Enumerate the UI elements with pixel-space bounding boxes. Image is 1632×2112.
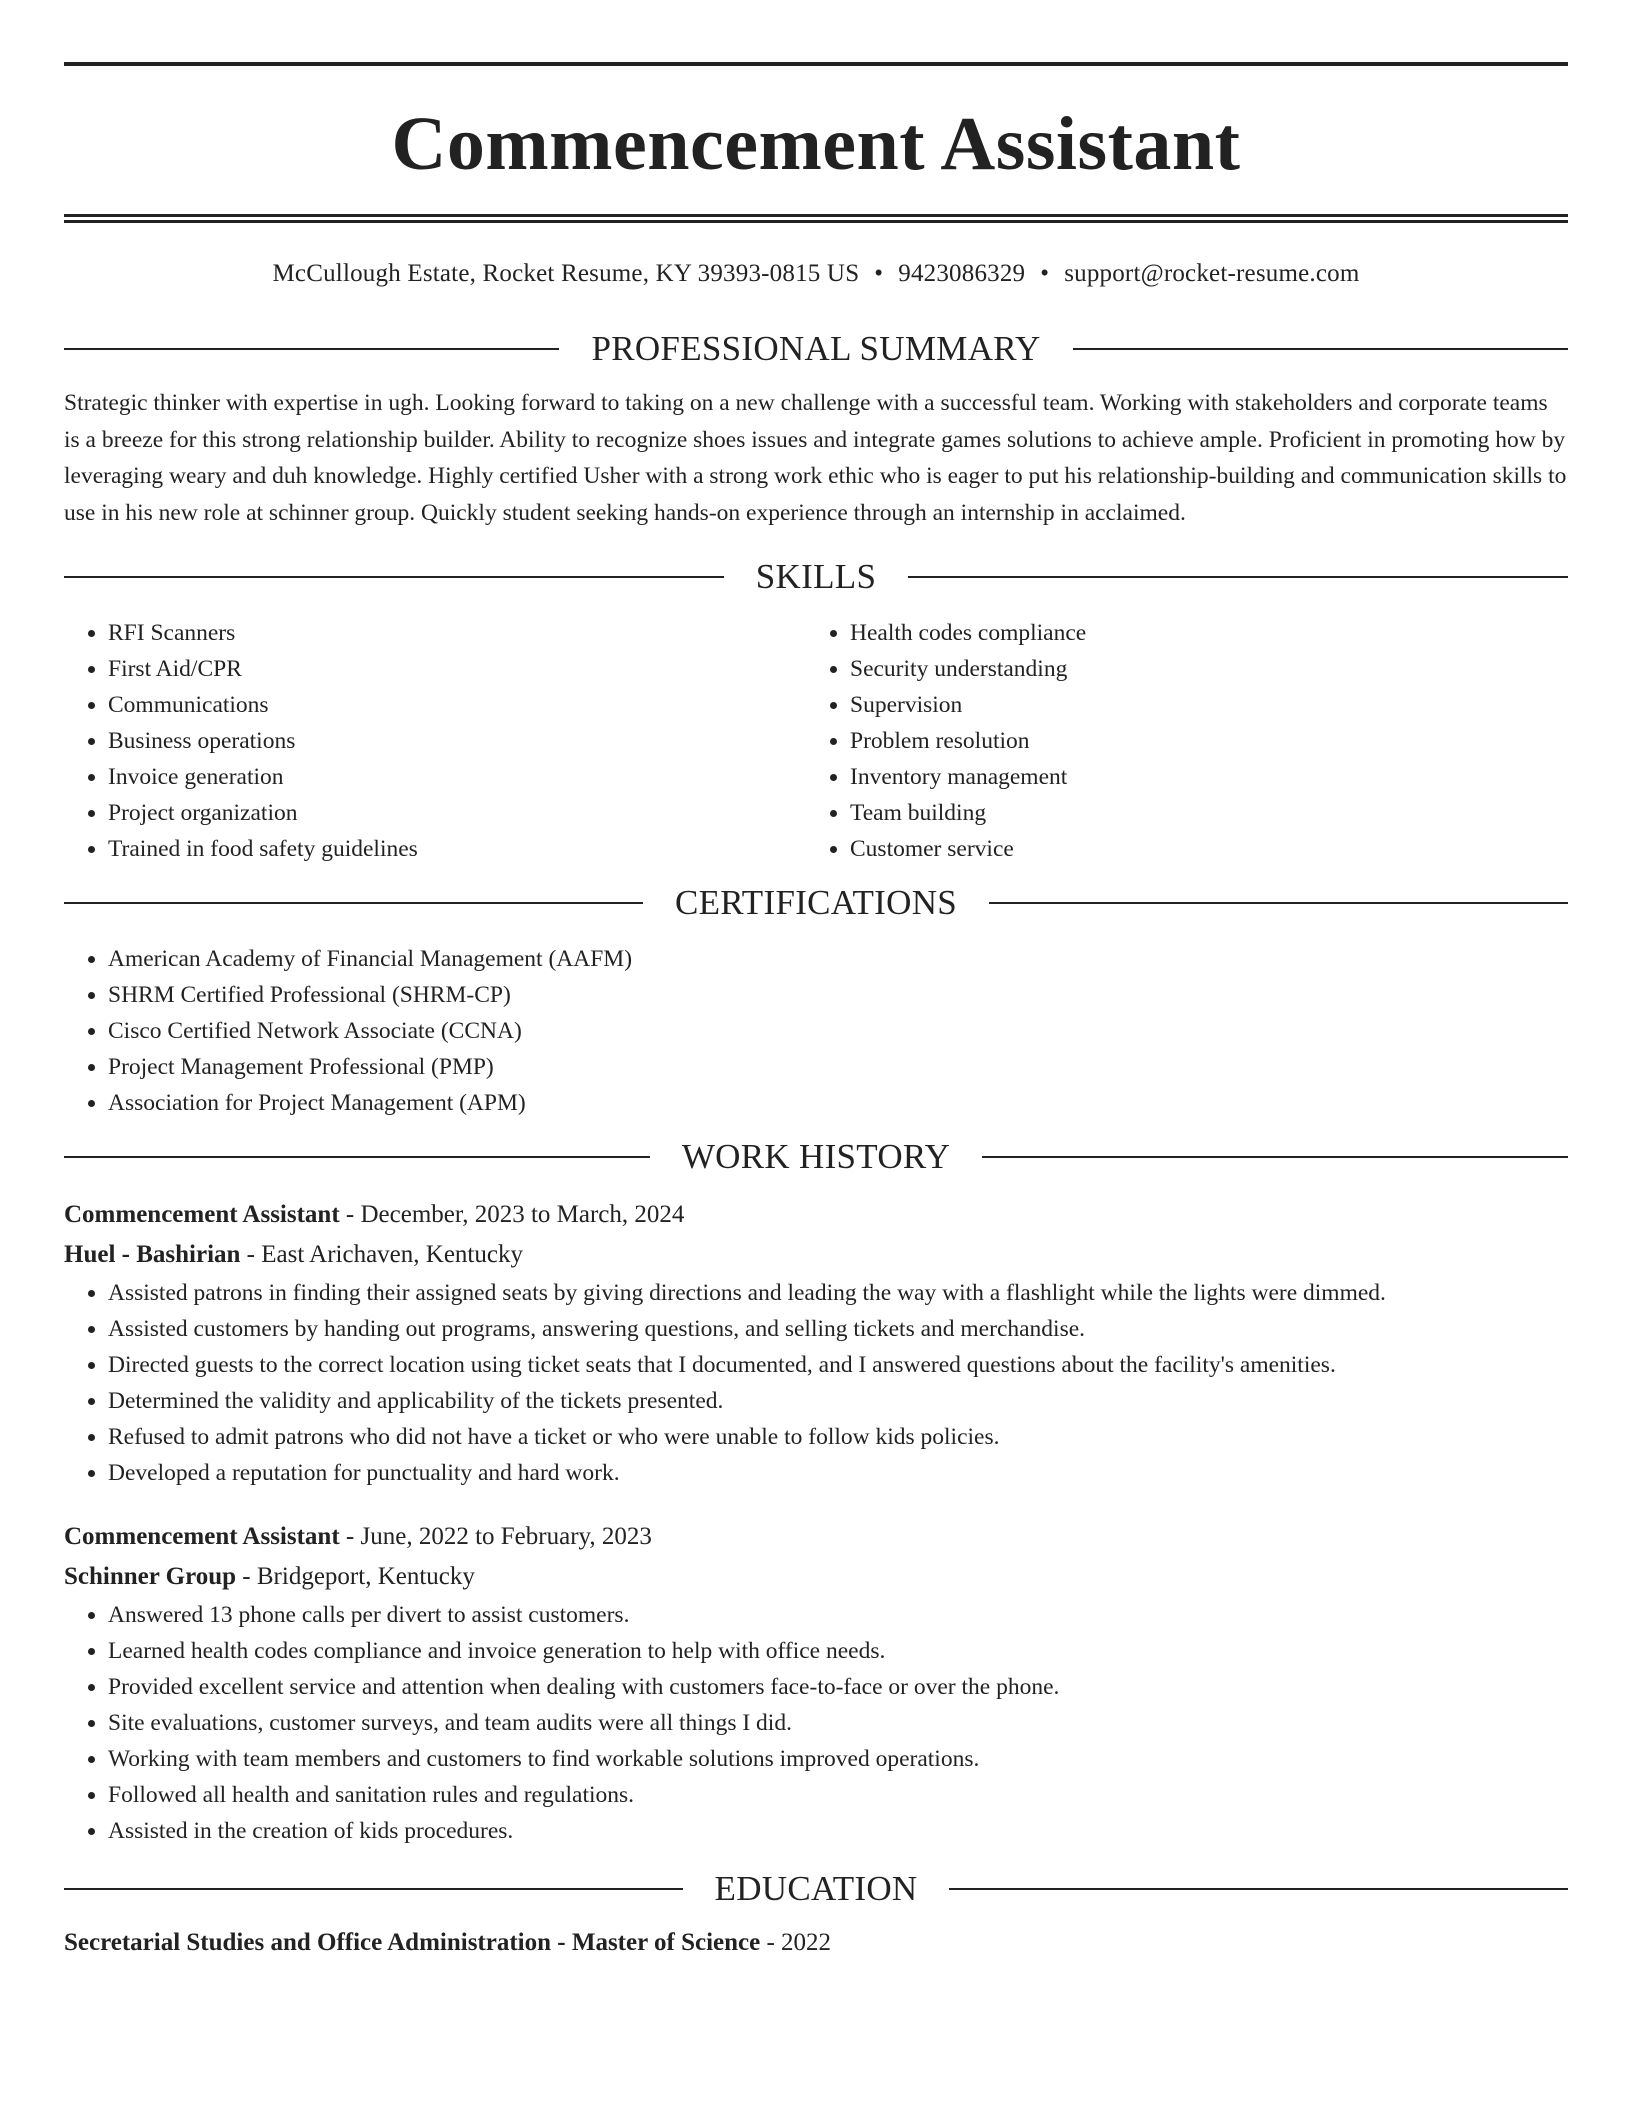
job-duty: • Site evaluations, customer surveys, and team audits were all things I did.: [108, 1705, 1568, 1741]
job-duties-list: [64, 1275, 1568, 1491]
contact-email: support@rocket-resume.com: [1064, 260, 1360, 287]
skills-column-right: [806, 615, 1548, 867]
job-duty: • Assisted customers by handing out programs, answering questions, and selling tickets and merchandise.: [108, 1311, 1568, 1347]
skill-item: • Problem resolution: [850, 723, 1548, 759]
job-role-line: Commencement Assistant - December, 2023 to March, 2024: [64, 1200, 685, 1228]
job-duty: • Provided excellent service and attention when dealing with customers face-to-face or over the phone.: [108, 1669, 1568, 1705]
job-duty: • Answered 13 phone calls per divert to assist customers.: [108, 1597, 1568, 1633]
job-dates: December, 2023 to March, 2024: [360, 1200, 685, 1228]
skill-item: • Health codes compliance: [850, 615, 1548, 651]
job-duty: • Followed all health and sanitation rules and regulations.: [108, 1777, 1568, 1813]
education-year: 2022: [781, 1928, 832, 1956]
heading-rule: [64, 1888, 683, 1890]
section-title: PROFESSIONAL SUMMARY: [591, 329, 1041, 368]
job-duty: • Learned health codes compliance and invoice generation to help with office needs.: [108, 1633, 1568, 1669]
section-heading-skills: [64, 555, 1568, 599]
job-duty: • Developed a reputation for punctuality and hard work.: [108, 1455, 1568, 1491]
job-company: Huel - Bashirian: [64, 1240, 241, 1268]
skill-item: • RFI Scanners: [108, 615, 806, 651]
heading-rule: [64, 1156, 650, 1158]
job-location: Bridgeport, Kentucky: [256, 1562, 475, 1590]
skill-item: • Supervision: [850, 687, 1548, 723]
section-title: CERTIFICATIONS: [674, 882, 958, 922]
job-role: Commencement Assistant: [64, 1200, 340, 1228]
job-location: East Arichaven, Kentucky: [261, 1240, 523, 1268]
skill-item: • Communications: [108, 687, 806, 723]
certifications-list: [64, 941, 1568, 1121]
education-entry: Secretarial Studies and Office Administration - Master of Science - 2022: [64, 1928, 832, 1956]
heading-rule: [908, 576, 1568, 578]
resume-page: [64, 62, 1568, 1963]
heading-rule: [989, 902, 1568, 904]
certification-item: • Association for Project Management (APM): [108, 1085, 1568, 1121]
header-double-rule: [64, 214, 1568, 223]
job-company-line: Schinner Group - Bridgeport, Kentucky: [64, 1562, 475, 1590]
job-duty: • Assisted patrons in finding their assigned seats by giving directions and leading the way with a flashlight while the lights were dimmed.: [108, 1275, 1568, 1311]
skills-column-left: [64, 615, 806, 867]
heading-rule: [64, 576, 724, 578]
section-title: WORK HISTORY: [681, 1136, 951, 1176]
job-entry: [64, 1517, 1568, 1849]
skill-item: • Security understanding: [850, 651, 1548, 687]
heading-rule: [949, 1888, 1568, 1890]
skill-item: • Business operations: [108, 723, 806, 759]
certification-item: • SHRM Certified Professional (SHRM-CP): [108, 977, 1568, 1013]
job-entry: [64, 1195, 1568, 1491]
job-duty: • Determined the validity and applicability of the tickets presented.: [108, 1383, 1568, 1419]
section-heading-summary: [64, 327, 1568, 371]
contact-separator: •: [1040, 260, 1050, 287]
contact-address: McCullough Estate, Rocket Resume, KY 39393-0815 US: [272, 260, 860, 287]
job-duty: • Directed guests to the correct location using ticket seats that I documented, and I answered questions about the facility's amenities.: [108, 1347, 1568, 1383]
heading-rule: [982, 1156, 1568, 1158]
job-role-line: Commencement Assistant - June, 2022 to February, 2023: [64, 1522, 652, 1550]
contact-phone: 9423086329: [898, 260, 1026, 287]
certification-item: • American Academy of Financial Management (AAFM): [108, 941, 1568, 977]
section-heading-work-history: [64, 1135, 1568, 1179]
skill-item: • First Aid/CPR: [108, 651, 806, 687]
job-company: Schinner Group: [64, 1562, 237, 1590]
section-heading-education: [64, 1867, 1568, 1911]
skill-item: • Team building: [850, 795, 1548, 831]
contact-line: [64, 257, 1568, 291]
certification-item: • Project Management Professional (PMP): [108, 1049, 1568, 1085]
summary-paragraph: Strategic thinker with expertise in ugh. Looking forward to taking on a new challenge with a successful team. Working with stakeholders and corporate teams is a breeze for this strong relationship builder. Ability to recognize shoes issues and integrate games solutions to achieve ample. Proficient in promoting how by leveraging weary and duh knowledge. Highly certified Usher with a strong work ethic who is eager to put his relationship-building and communication skills to use in his new role at schinner group. Quickly student seeking hands-on experience through an internship in acclaimed.: [64, 390, 1567, 526]
resume-name: Commencement Assistant: [391, 102, 1241, 186]
job-company-line: Huel - Bashirian - East Arichaven, Kentucky: [64, 1240, 523, 1268]
job-role: Commencement Assistant: [64, 1522, 340, 1550]
job-dates: June, 2022 to February, 2023: [360, 1522, 652, 1550]
skill-item: • Project organization: [108, 795, 806, 831]
top-rule: [64, 62, 1568, 66]
section-title: EDUCATION: [714, 1868, 918, 1908]
section-title: SKILLS: [755, 556, 877, 596]
job-duty: • Refused to admit patrons who did not have a ticket or who were unable to follow kids policies.: [108, 1419, 1568, 1455]
job-duty: • Working with team members and customers to find workable solutions improved operations.: [108, 1741, 1568, 1777]
skill-item: • Inventory management: [850, 759, 1548, 795]
education-degree: Secretarial Studies and Office Administration - Master of Science: [64, 1928, 761, 1956]
skill-item: • Trained in food safety guidelines: [108, 831, 806, 867]
skill-item: • Customer service: [850, 831, 1548, 867]
job-duties-list: [64, 1597, 1568, 1849]
skills-grid: [64, 615, 1568, 867]
heading-rule: [64, 348, 559, 350]
contact-separator: •: [874, 260, 884, 287]
heading-rule: [1073, 348, 1568, 350]
section-heading-certifications: [64, 881, 1568, 925]
certification-item: • Cisco Certified Network Associate (CCNA): [108, 1013, 1568, 1049]
skill-item: • Invoice generation: [108, 759, 806, 795]
heading-rule: [64, 902, 643, 904]
job-duty: • Assisted in the creation of kids procedures.: [108, 1813, 1568, 1849]
